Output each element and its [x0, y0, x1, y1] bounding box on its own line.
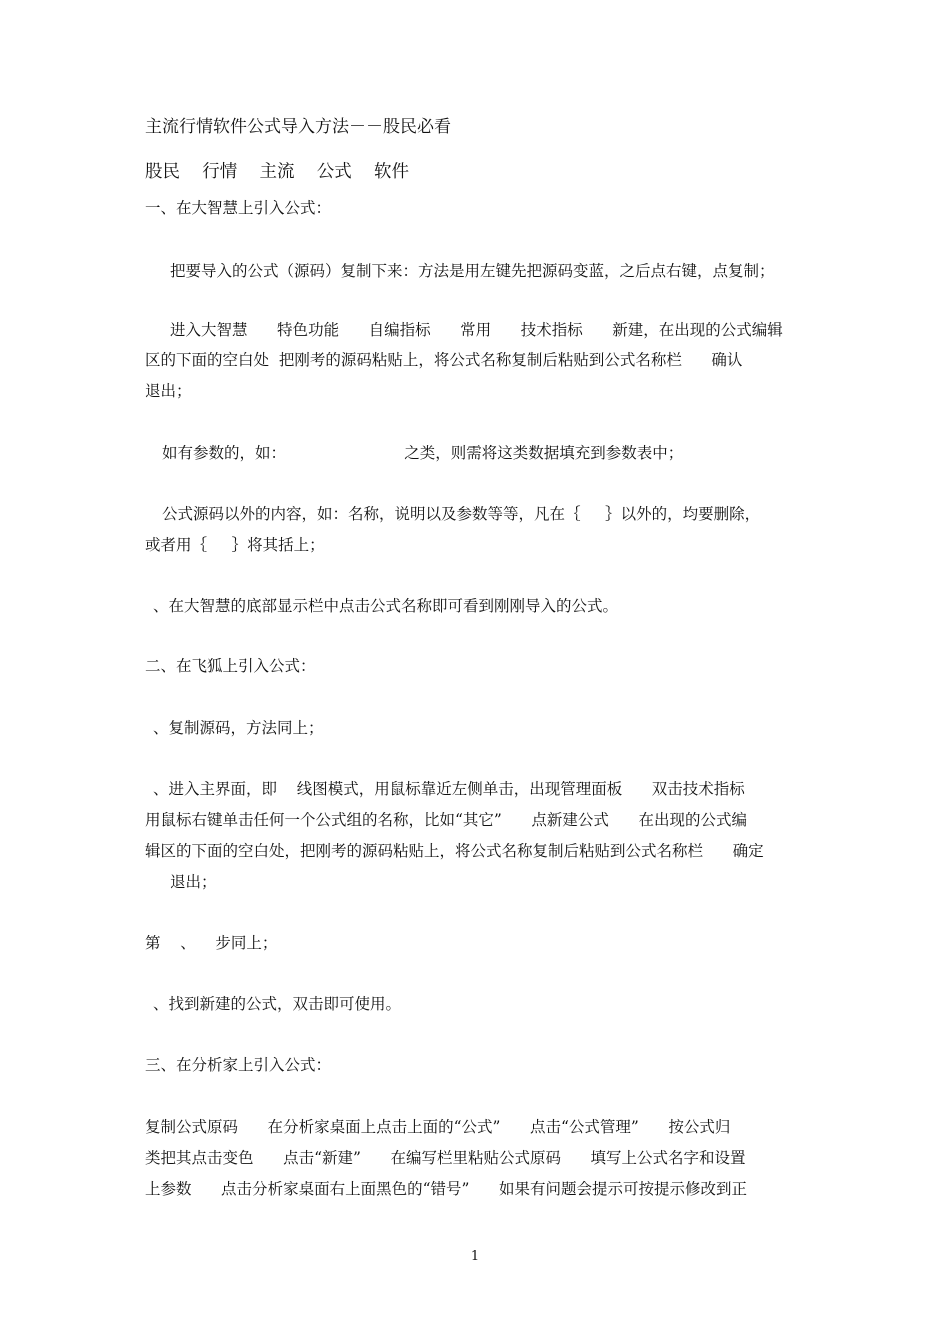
paragraph-line: 或者用｛ ｝将其括上； — [145, 536, 325, 554]
paragraph-line: 、找到新建的公式，双击即可使用。 — [153, 995, 402, 1013]
paragraph-line: 进入大智慧 特色功能 自编指标 常用 技术指标 新建，在出现的公式编辑 — [170, 321, 783, 339]
paragraph-line: 把要导入的公式（源码）复制下来：方法是用左键先把源码变蓝，之后点右键，点复制； — [170, 262, 775, 280]
paragraph-line: 用鼠标右键单击任何一个公式组的名称，比如“其它” 点新建公式 在出现的公式编 — [145, 811, 747, 829]
keyword-tags: 股民 行情 主流 公式 软件 — [145, 162, 410, 182]
paragraph-line: 第 、 步同上； — [145, 934, 278, 952]
section-heading: 一、在大智慧上引入公式： — [145, 199, 332, 217]
paragraph-line: 退出； — [145, 382, 192, 400]
paragraph-line: 、在大智慧的底部显示栏中点击公式名称即可看到刚刚导入的公式。 — [153, 597, 619, 615]
paragraph-line: 如有参数的，如： 之类，则需将这类数据填充到参数表中； — [162, 444, 684, 462]
section-heading: 三、在分析家上引入公式： — [145, 1056, 332, 1074]
paragraph-line: 退出； — [170, 873, 217, 891]
paragraph-line: 公式源码以外的内容，如：名称，说明以及参数等等，凡在｛ ｝以外的，均要删除， — [162, 505, 761, 523]
paragraph-line: 辑区的下面的空白处，把刚考的源码粘贴上，将公式名称复制后粘贴到公式名称栏 确定 — [145, 842, 764, 860]
paragraph-line: 、进入主界面，即 线图模式，用鼠标靠近左侧单击，出现管理面板 双击技术指标 — [153, 780, 745, 798]
document-title: 主流行情软件公式导入方法－－股民必看 — [145, 117, 451, 137]
page-number: 1 — [470, 1249, 480, 1264]
paragraph-line: 类把其点击变色 点击“新建” 在编写栏里粘贴公式原码 填写上公式名字和设置 — [145, 1149, 746, 1167]
paragraph-line: 区的下面的空白处 把刚考的源码粘贴上，将公式名称复制后粘贴到公式名称栏 确认 — [145, 351, 743, 369]
paragraph-line: 、复制源码，方法同上； — [153, 719, 324, 737]
paragraph-line: 复制公式原码 在分析家桌面上点击上面的“公式” 点击“公式管理” 按公式归 — [145, 1118, 731, 1136]
paragraph-line: 上参数 点击分析家桌面右上面黑色的“错号” 如果有问题会提示可按提示修改到正 — [145, 1180, 747, 1198]
section-heading: 二、在飞狐上引入公式： — [145, 657, 316, 675]
